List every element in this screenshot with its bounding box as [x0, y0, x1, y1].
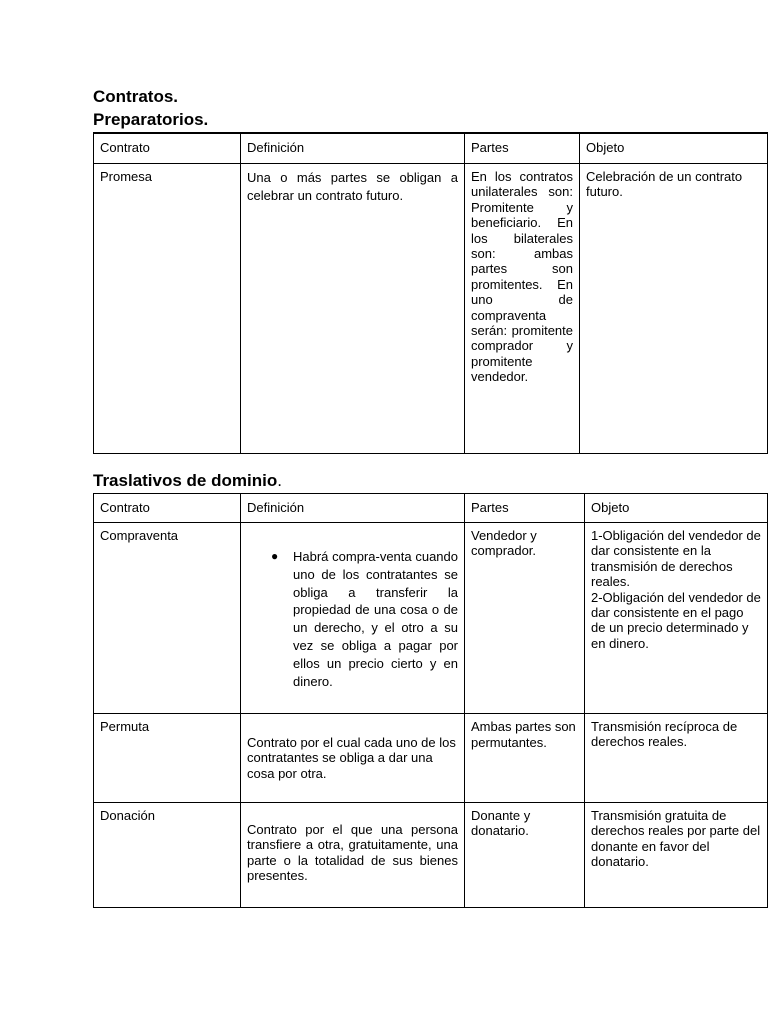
cell-definicion — [241, 803, 465, 908]
header-partes: Partes — [465, 494, 585, 523]
heading-traslativos — [93, 471, 282, 491]
header-objeto: Objeto — [580, 133, 768, 164]
cell-partes: Donante y donatario. — [465, 803, 585, 908]
header-partes: Partes — [465, 133, 580, 164]
table-row — [94, 523, 768, 714]
header-objeto: Objeto — [585, 494, 768, 523]
header-definicion: Definición — [241, 133, 465, 164]
list-item — [271, 548, 458, 690]
title-contratos: Contratos. — [93, 87, 178, 106]
heading-traslativos-dot: . — [277, 471, 282, 490]
cell-definicion: Una o más partes se obligan a celebrar un contrato futuro. — [241, 164, 465, 454]
definition-text: Contrato por el que una persona transfiere a otra, gratuitamente, una parte o la totalidad de sus bienes presentes. — [247, 822, 458, 884]
table-header-row — [94, 133, 768, 164]
definition-list — [247, 548, 458, 690]
table-row — [94, 164, 768, 454]
table-row — [94, 803, 768, 908]
objeto-item-2: 2-Obligación del vendedor de dar consistente en el pago de un precio determinado y en dinero. — [591, 589, 761, 651]
cell-contrato: Donación — [94, 803, 241, 908]
cell-definicion — [241, 523, 465, 714]
header-contrato: Contrato — [94, 133, 241, 164]
cell-contrato: Compraventa — [94, 523, 241, 714]
table-header-row — [94, 494, 768, 523]
table-traslativos — [93, 493, 768, 908]
header-contrato: Contrato — [94, 494, 241, 523]
header-definicion: Definición — [241, 494, 465, 523]
table-preparatorios — [93, 132, 768, 454]
cell-partes: En los contratos unilaterales son: Promitente y beneficiario. En los bilaterales son: ambas partes son promitentes. En uno de compraventa serán: promitente comprador y promitente vendedor. — [465, 164, 580, 454]
cell-objeto — [585, 523, 768, 714]
list-item-text: Habrá compra-venta cuando uno de los contratantes se obliga a transferir la propiedad de una cosa o de un derecho, y el otro a su vez se obliga a pagar por ellos un precio cierto y en dinero. — [293, 549, 458, 689]
heading-traslativos-text: Traslativos de dominio — [93, 471, 278, 490]
cell-definicion — [241, 714, 465, 803]
definition-text: Contrato por el cual cada uno de los contratantes se obliga a dar una cosa por otra. — [247, 735, 456, 781]
bullet-icon: ● — [271, 549, 279, 563]
cell-partes: Ambas partes son permutantes. — [465, 714, 585, 803]
table-row — [94, 714, 768, 803]
heading-preparatorios: Preparatorios. — [93, 110, 209, 129]
cell-objeto: Transmisión recíproca de derechos reales. — [585, 714, 768, 803]
cell-objeto: Transmisión gratuita de derechos reales por parte del donante en favor del donatario. — [585, 803, 768, 908]
objeto-item-1: 1-Obligación del vendedor de dar consistente en la transmisión de derechos reales. — [591, 528, 761, 590]
cell-objeto: Celebración de un contrato futuro. — [580, 164, 768, 454]
cell-contrato: Promesa — [94, 164, 241, 454]
cell-contrato: Permuta — [94, 714, 241, 803]
cell-partes: Vendedor y comprador. — [465, 523, 585, 714]
